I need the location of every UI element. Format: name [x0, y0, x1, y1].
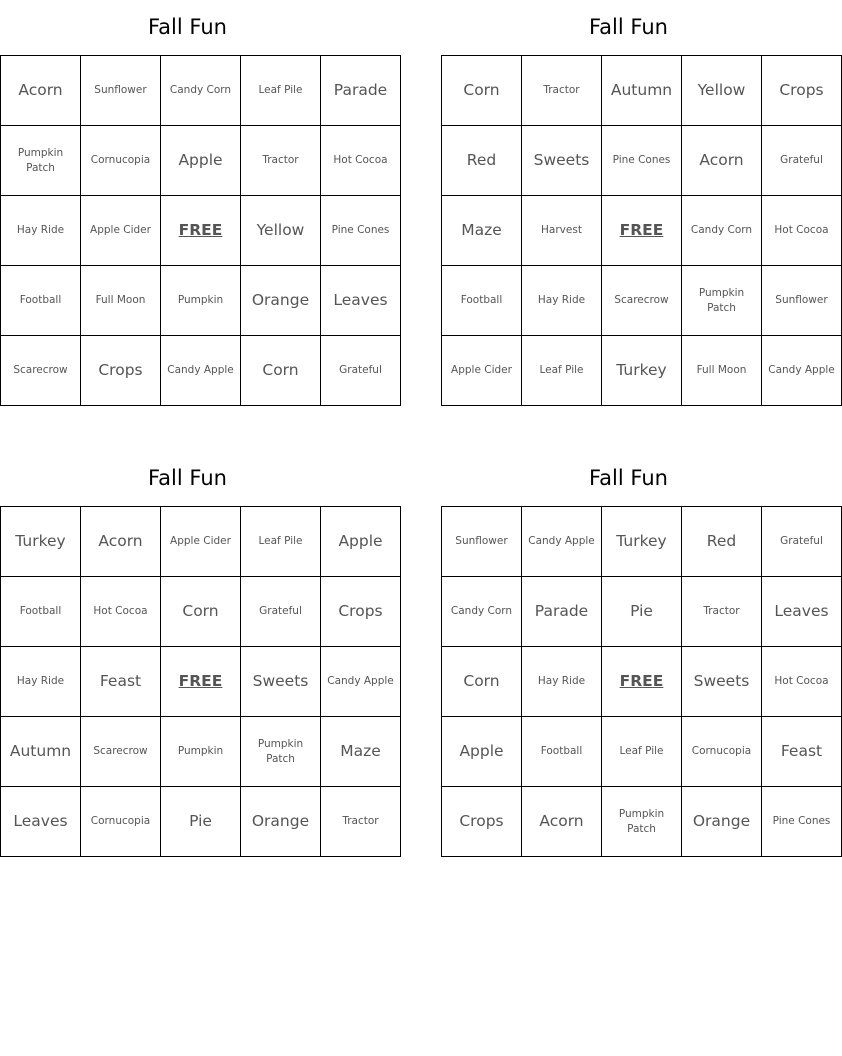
grid-row [1, 507, 401, 577]
bingo-cell: Pumpkin [161, 717, 241, 787]
bingo-cell: Pumpkin Patch [682, 266, 762, 336]
bingo-cell: Candy Corn [682, 196, 762, 266]
grid-row [1, 56, 401, 126]
free-space-cell: FREE [602, 647, 682, 717]
bingo-grid [0, 55, 401, 406]
free-space-cell: FREE [602, 196, 682, 266]
bingo-cell: Full Moon [81, 266, 161, 336]
bingo-cell: Scarecrow [1, 336, 81, 406]
bingo-cell: Red [442, 126, 522, 196]
card-title: Fall Fun [148, 466, 227, 490]
grid-row [442, 56, 842, 126]
bingo-cell: Pie [161, 787, 241, 857]
bingo-cell: Pumpkin Patch [241, 717, 321, 787]
bingo-cell: Pie [602, 577, 682, 647]
grid-row [442, 717, 842, 787]
bingo-cell: Apple Cider [442, 336, 522, 406]
bingo-cell: Orange [241, 787, 321, 857]
bingo-cell: Candy Apple [762, 336, 842, 406]
bingo-cell: Feast [762, 717, 842, 787]
bingo-cell: Sunflower [762, 266, 842, 336]
bingo-cell: Pumpkin Patch [602, 787, 682, 857]
bingo-cell: Grateful [762, 507, 842, 577]
bingo-cell: Orange [682, 787, 762, 857]
bingo-cell: Apple Cider [161, 507, 241, 577]
bingo-cell: Turkey [1, 507, 81, 577]
bingo-cell: Turkey [602, 507, 682, 577]
bingo-cell: Pine Cones [762, 787, 842, 857]
bingo-cell: Cornucopia [81, 787, 161, 857]
bingo-cell: Leaf Pile [522, 336, 602, 406]
bingo-cell: Football [522, 717, 602, 787]
bingo-cell: Parade [522, 577, 602, 647]
bingo-cell: Leaves [1, 787, 81, 857]
bingo-cell: Leaf Pile [241, 56, 321, 126]
grid-row [1, 196, 401, 266]
bingo-cell: Pine Cones [602, 126, 682, 196]
bingo-cell: Candy Apple [321, 647, 401, 717]
bingo-cell: Tractor [682, 577, 762, 647]
bingo-card-4 [441, 451, 831, 857]
bingo-cell: Hot Cocoa [81, 577, 161, 647]
bingo-cell: Apple [442, 717, 522, 787]
bingo-cell: Hay Ride [522, 266, 602, 336]
bingo-cell: Leaves [762, 577, 842, 647]
bingo-cell: Cornucopia [682, 717, 762, 787]
bingo-cell: Pine Cones [321, 196, 401, 266]
bingo-cell: Candy Corn [161, 56, 241, 126]
bingo-cell: Full Moon [682, 336, 762, 406]
bingo-cell: Sweets [241, 647, 321, 717]
grid-row [1, 787, 401, 857]
bingo-cell: Acorn [682, 126, 762, 196]
grid-row [442, 126, 842, 196]
grid-row [1, 126, 401, 196]
bingo-cell: Acorn [81, 507, 161, 577]
grid-row [1, 717, 401, 787]
bingo-cell: Apple [161, 126, 241, 196]
bingo-cell: Candy Corn [442, 577, 522, 647]
bingo-card-3 [0, 451, 394, 857]
bingo-cell: Hay Ride [1, 647, 81, 717]
bingo-cell: Leaf Pile [241, 507, 321, 577]
bingo-cell: Grateful [762, 126, 842, 196]
bingo-cell: Scarecrow [81, 717, 161, 787]
bingo-cell: Orange [241, 266, 321, 336]
grid-row [442, 507, 842, 577]
free-space-cell: FREE [161, 196, 241, 266]
bingo-cell: Parade [321, 56, 401, 126]
bingo-cell: Football [442, 266, 522, 336]
grid-row [442, 787, 842, 857]
grid-row [1, 266, 401, 336]
bingo-cell: Hot Cocoa [321, 126, 401, 196]
bingo-cell: Crops [81, 336, 161, 406]
bingo-cell: Pumpkin Patch [1, 126, 81, 196]
bingo-cell: Corn [442, 647, 522, 717]
bingo-cell: Maze [321, 717, 401, 787]
bingo-cell: Tractor [241, 126, 321, 196]
bingo-cell: Tractor [522, 56, 602, 126]
card-title: Fall Fun [589, 15, 668, 39]
bingo-cell: Turkey [602, 336, 682, 406]
grid-row [1, 647, 401, 717]
bingo-cell: Sweets [522, 126, 602, 196]
bingo-cell: Leaves [321, 266, 401, 336]
bingo-cell: Hay Ride [1, 196, 81, 266]
bingo-cell: Crops [762, 56, 842, 126]
bingo-cell: Grateful [241, 577, 321, 647]
bingo-cell: Leaf Pile [602, 717, 682, 787]
free-space-cell: FREE [161, 647, 241, 717]
bingo-cell: Grateful [321, 336, 401, 406]
bingo-grid [0, 506, 401, 857]
bingo-grid [441, 506, 842, 857]
bingo-cell: Football [1, 577, 81, 647]
bingo-cell: Hot Cocoa [762, 647, 842, 717]
grid-row [1, 336, 401, 406]
bingo-cell: Crops [442, 787, 522, 857]
bingo-cell: Scarecrow [602, 266, 682, 336]
bingo-cell: Corn [161, 577, 241, 647]
grid-row [1, 577, 401, 647]
bingo-cell: Tractor [321, 787, 401, 857]
bingo-cell: Hay Ride [522, 647, 602, 717]
grid-row [442, 577, 842, 647]
bingo-cell: Acorn [522, 787, 602, 857]
bingo-cell: Acorn [1, 56, 81, 126]
bingo-cell: Candy Apple [522, 507, 602, 577]
card-title: Fall Fun [589, 466, 668, 490]
bingo-cell: Sweets [682, 647, 762, 717]
grid-row [442, 336, 842, 406]
bingo-cell: Feast [81, 647, 161, 717]
bingo-cell: Maze [442, 196, 522, 266]
card-title: Fall Fun [148, 15, 227, 39]
bingo-cell: Yellow [682, 56, 762, 126]
bingo-cell: Red [682, 507, 762, 577]
bingo-card-2 [441, 0, 835, 406]
bingo-cell: Apple [321, 507, 401, 577]
bingo-cell: Sunflower [81, 56, 161, 126]
grid-row [442, 647, 842, 717]
bingo-cell: Football [1, 266, 81, 336]
bingo-cell: Yellow [241, 196, 321, 266]
bingo-cell: Pumpkin [161, 266, 241, 336]
bingo-cell: Cornucopia [81, 126, 161, 196]
bingo-cell: Candy Apple [161, 336, 241, 406]
grid-row [442, 196, 842, 266]
grid-row [442, 266, 842, 336]
bingo-card-1 [0, 0, 390, 406]
bingo-cell: Apple Cider [81, 196, 161, 266]
bingo-cell: Corn [442, 56, 522, 126]
bingo-cell: Corn [241, 336, 321, 406]
bingo-cell: Sunflower [442, 507, 522, 577]
bingo-cell: Autumn [1, 717, 81, 787]
bingo-cell: Harvest [522, 196, 602, 266]
bingo-grid [441, 55, 842, 406]
bingo-cell: Hot Cocoa [762, 196, 842, 266]
bingo-cell: Autumn [602, 56, 682, 126]
bingo-cell: Crops [321, 577, 401, 647]
